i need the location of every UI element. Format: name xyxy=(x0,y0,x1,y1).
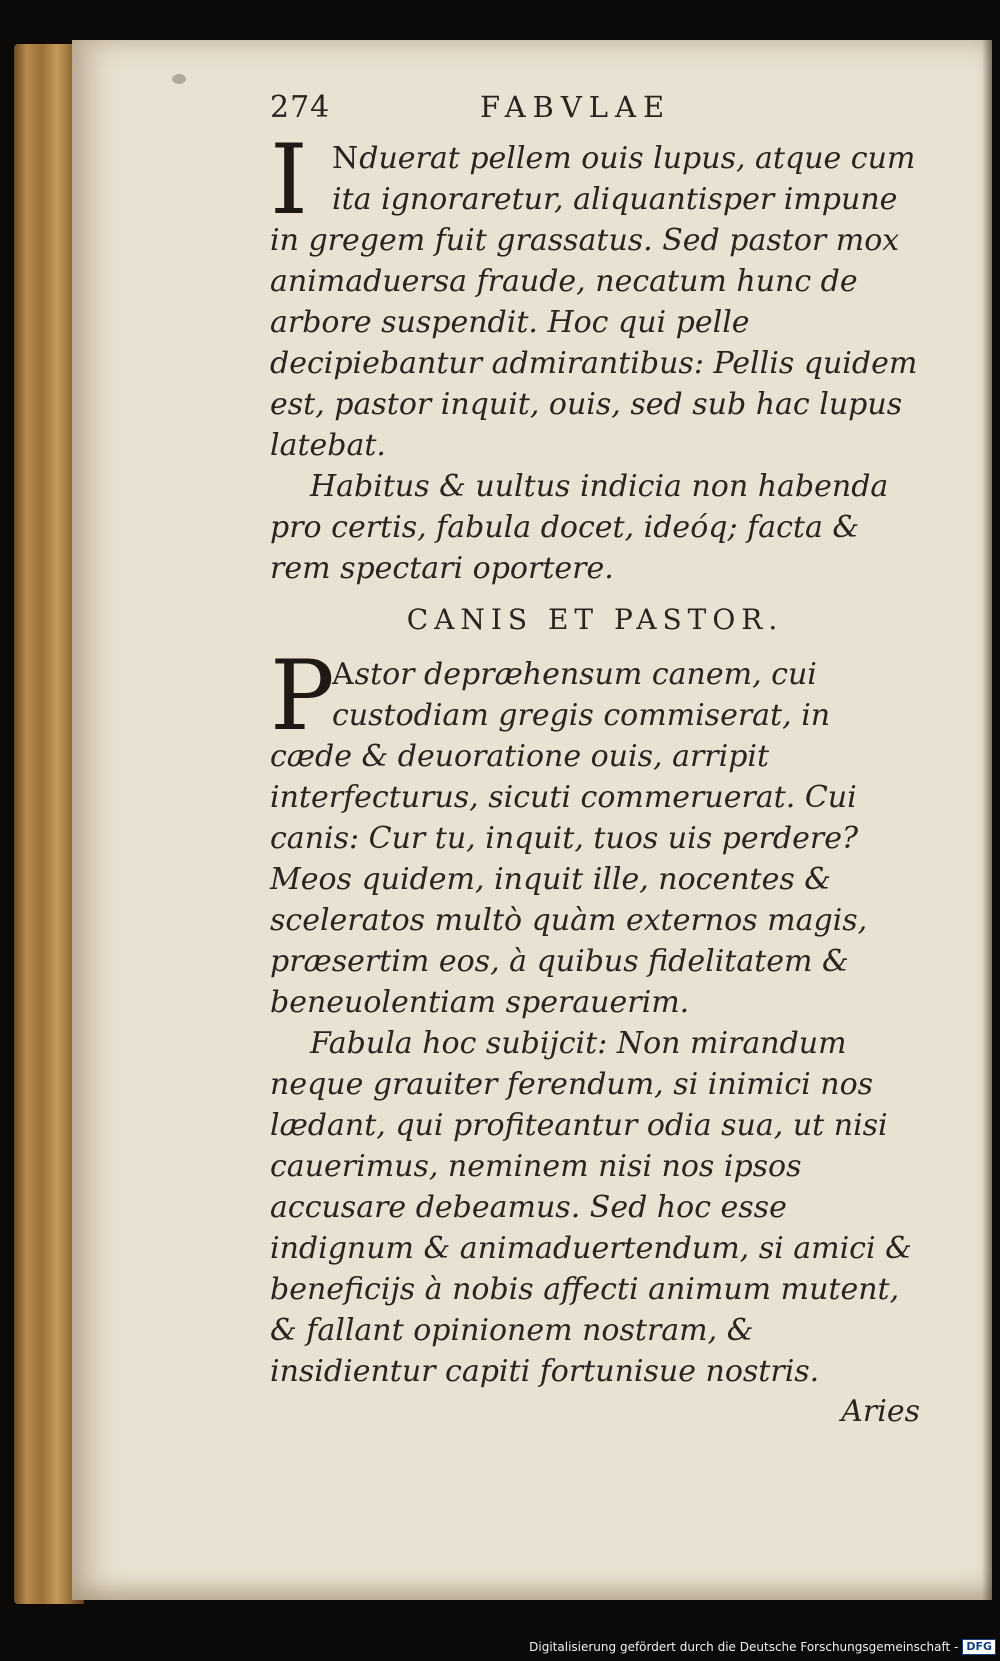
fable-2-dropcap: P xyxy=(270,640,335,752)
page-gutter-shadow xyxy=(982,40,992,1600)
fable-1-body xyxy=(270,124,920,466)
digitization-footer xyxy=(529,1637,996,1657)
fable-1-text: duerat pellem ouis lupus, atque cum ita ignoraretur, aliquantisper impune in gregem fuit grassatus. Sed pastor mox animaduersa fraude, necatum hunc de arbore suspendit. Hoc qui pelle decipiebantur admirantibus: Pellis quidem est, pastor inquit, ouis, sed sub hac lupus latebat. xyxy=(270,141,918,463)
dfg-logo-icon[interactable]: DFG xyxy=(962,1639,996,1655)
fable-1-dropcap: I xyxy=(270,124,308,236)
dropcap-container xyxy=(270,640,335,752)
fable-2-body xyxy=(270,640,920,1023)
fable-1-lead-letter: N xyxy=(332,141,360,176)
fable-2-lead-letter: A xyxy=(332,657,355,692)
fable-2-moral: Fabula hoc subijcit: Non mirandum neque grauiter ferendum, si inimici nos lædant, qui profiteantur odia sua, ut nisi cauerimus, neminem nisi nos ipsos accusare debeamus. Sed hoc esse indignum & animaduertendum, si amici & beneficijs à nobis affecti animum mutent, & fallant opinionem nostram, & insidientur capiti fortunisue nostris. xyxy=(270,1026,912,1389)
page-text-block xyxy=(270,90,920,1429)
fable-2-title: CANIS ET PASTOR. xyxy=(406,603,784,636)
funding-credit: Digitalisierung gefördert durch die Deutsche Forschungsgemeinschaft - xyxy=(529,1640,959,1654)
fable-2-text: stor depræhensum canem, cui custodiam gregis commiserat, in cæde & deuoratione ouis, arripit interfecturus, sicuti commeruerat. Cui canis: Cur tu, inquit, tuos uis perdere? Meos quidem, inquit ille, nocentes & sceleratos multò quàm externos magis, præsertim eos, à quibus fidelitatem & beneuolentiam sperauerim. xyxy=(270,657,868,1020)
page-header xyxy=(270,90,920,130)
dropcap-container xyxy=(270,124,328,236)
page-smudge xyxy=(172,74,186,84)
running-title: FABVLAE xyxy=(480,90,672,124)
page-number: 274 xyxy=(270,90,331,125)
catchword: Aries xyxy=(841,1394,920,1429)
fable-1-moral: Habitus & uultus indicia non habenda pro certis, fabula docet, ideóq; facta & rem spectari oportere. xyxy=(270,469,889,586)
